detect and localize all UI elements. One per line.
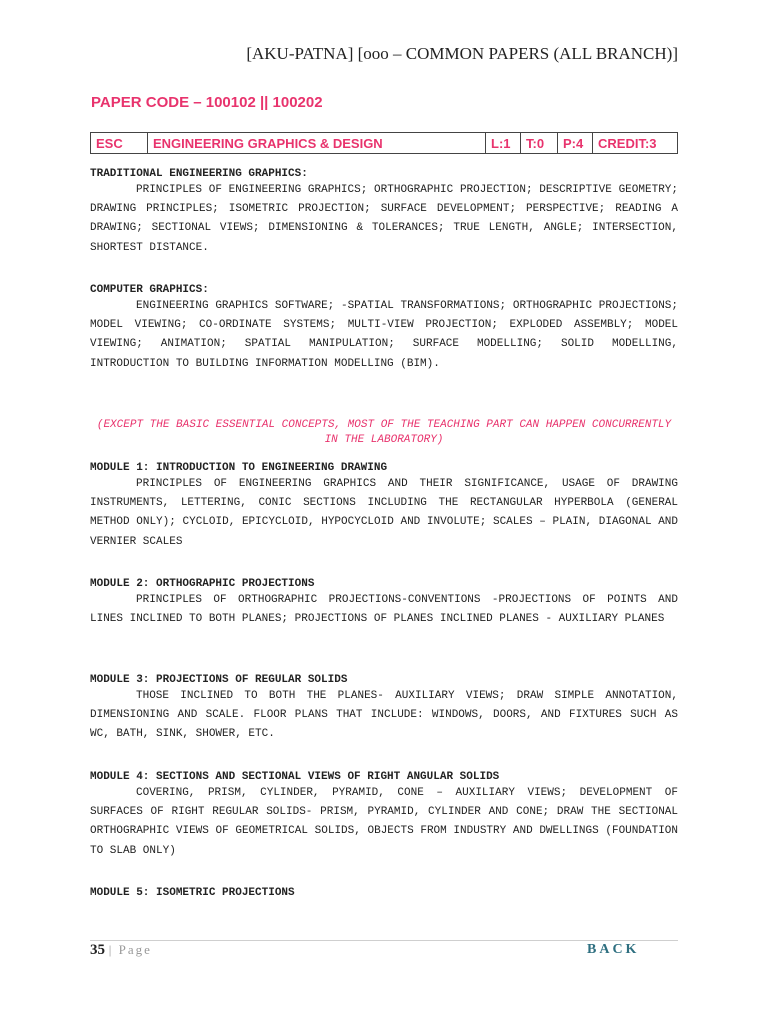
section-title: MODULE 2: ORTHOGRAPHIC PROJECTIONS (90, 578, 315, 590)
section-body: PRINCIPLES OF ORTHOGRAPHIC PROJECTIONS-CONVENTIONS -PROJECTIONS OF POINTS AND LINES INCLINED TO BOTH PLANES; PROJECTIONS OF PLANES INCLINED PLANES - AUXILIARY PLANES (90, 594, 678, 626)
tutorial-hours-cell: T:0 (521, 133, 558, 154)
section-module-4 (90, 770, 678, 861)
section-title: MODULE 5: ISOMETRIC PROJECTIONS (90, 887, 295, 899)
section-body: THOSE INCLINED TO BOTH THE PLANES- AUXILIARY VIEWS; DRAW SIMPLE ANNOTATION, DIMENSIONING AND SCALE. FLOOR PLANS THAT INCLUDE: WINDOWS, DOORS, AND FIXTURES SUCH AS WC, BATH, SINK, SHOWER, ETC. (90, 690, 678, 741)
section-title: TRADITIONAL ENGINEERING GRAPHICS: (90, 168, 308, 180)
section-module-1 (90, 461, 678, 552)
course-info-table (90, 132, 678, 154)
section-title: COMPUTER GRAPHICS: (90, 284, 209, 296)
section-title: MODULE 4: SECTIONS AND SECTIONAL VIEWS OF RIGHT ANGULAR SOLIDS (90, 771, 500, 783)
footer-divider (90, 940, 678, 941)
laboratory-note: (EXCEPT THE BASIC ESSENTIAL CONCEPTS, MOST OF THE TEACHING PART CAN HAPPEN CONCURRENTLY IN THE LABORATORY) (96, 419, 672, 446)
practical-hours-cell: P:4 (558, 133, 593, 154)
section-title: MODULE 1: INTRODUCTION TO ENGINEERING DRAWING (90, 462, 388, 474)
section-module-3 (90, 673, 678, 745)
section-computer-graphics (90, 283, 678, 374)
page-number (90, 942, 152, 959)
course-info-row (91, 133, 678, 154)
section-body: PRINCIPLES OF ENGINEERING GRAPHICS; ORTHOGRAPHIC PROJECTION; DESCRIPTIVE GEOMETRY; DRAWING PRINCIPLES; ISOMETRIC PROJECTION; SURFACE DEVELOPMENT; PERSPECTIVE; READING A DRAWING; SECTIONAL VIEWS; DIMENSIONING & TOLERANCES; TRUE LENGTH, ANGLE; INTERSECTION, SHORTEST DISTANCE. (90, 184, 678, 254)
page-label: | Page (108, 942, 152, 957)
section-body: PRINCIPLES OF ENGINEERING GRAPHICS AND THEIR SIGNIFICANCE, USAGE OF DRAWING INSTRUMENTS, LETTERING, CONIC SECTIONS INCLUDING THE RECTANGULAR HYPERBOLA (GENERAL METHOD ONLY); CYCLOID, EPICYCLOID, HYPOCYCLOID AND INVOLUTE; SCALES – PLAIN, DIAGONAL AND VERNIER SCALES (90, 478, 678, 548)
course-name-cell: ENGINEERING GRAPHICS & DESIGN (148, 133, 486, 154)
credit-cell: CREDIT:3 (593, 133, 678, 154)
section-traditional-graphics (90, 167, 678, 258)
running-header: [AKU-PATNA] [ooo – COMMON PAPERS (ALL BRANCH)] (246, 44, 678, 63)
page-number-value: 35 (90, 942, 105, 958)
section-body: ENGINEERING GRAPHICS SOFTWARE; -SPATIAL TRANSFORMATIONS; ORTHOGRAPHIC PROJECTIONS; MODEL VIEWING; CO-ORDINATE SYSTEMS; MULTI-VIEW PROJECTION; EXPLODED ASSEMBLY; MODEL VIEWING; ANIMATION; SPATIAL MANIPULATION; SURFACE MODELLING; SOLID MODELLING, INTRODUCTION TO BUILDING INFORMATION MODELLING (BIM). (90, 300, 678, 370)
lecture-hours-cell: L:1 (486, 133, 521, 154)
paper-code-heading: PAPER CODE – 100102 || 100202 (91, 94, 323, 111)
back-link[interactable]: BACK (587, 942, 640, 957)
course-type-cell: ESC (91, 133, 148, 154)
section-module-2 (90, 577, 678, 629)
section-module-5 (90, 886, 678, 900)
section-title: MODULE 3: PROJECTIONS OF REGULAR SOLIDS (90, 674, 348, 686)
section-body: COVERING, PRISM, CYLINDER, PYRAMID, CONE – AUXILIARY VIEWS; DEVELOPMENT OF SURFACES OF RIGHT REGULAR SOLIDS- PRISM, PYRAMID, CYLINDER AND CONE; DRAW THE SECTIONAL ORTHOGRAPHIC VIEWS OF GEOMETRICAL SOLIDS, OBJECTS FROM INDUSTRY AND DWELLINGS (FOUNDATION TO SLAB ONLY) (90, 787, 678, 857)
